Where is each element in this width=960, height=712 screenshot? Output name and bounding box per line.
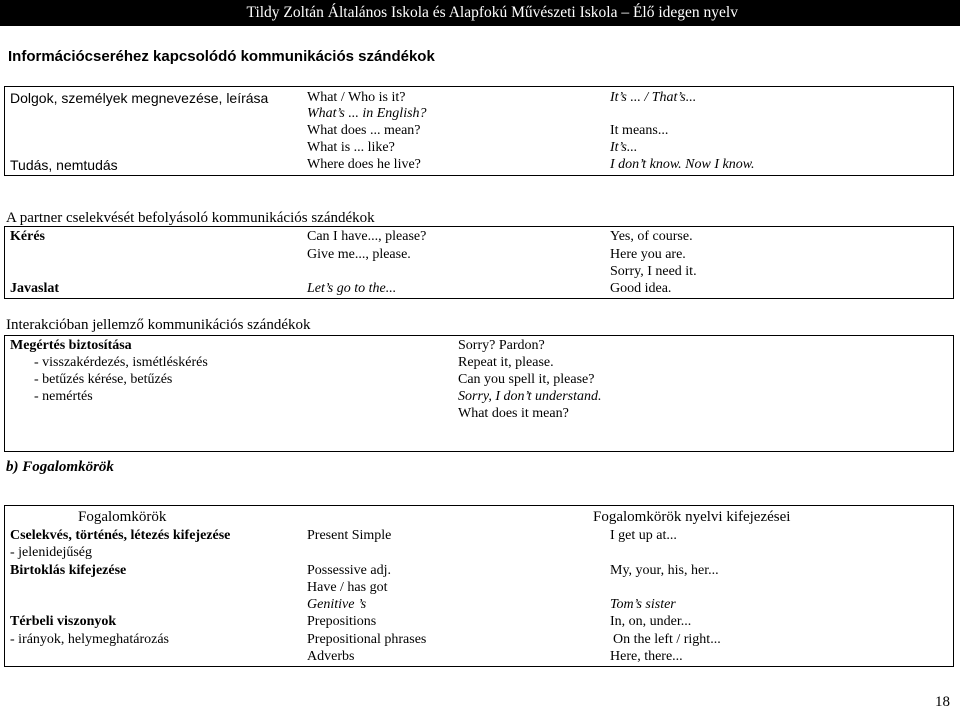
s3-right-border — [953, 335, 954, 452]
s2-left-border — [4, 226, 5, 299]
s4-row2-right-1: Tom’s sister — [610, 597, 676, 612]
s4-row2-label-0: Birtoklás kifejezése — [10, 563, 127, 578]
s4-row3-label-0: Térbeli viszonyok — [10, 614, 117, 629]
page-number: 18 — [935, 694, 950, 710]
s1-row2-right-0: I don’t know. Now I know. — [610, 157, 755, 172]
s3-bottom-border — [4, 451, 954, 452]
s1-right-border — [953, 86, 954, 176]
s1-row1-right-2: It’s... — [610, 140, 638, 155]
s3-item-1: - betűzés kérése, betűzés — [34, 372, 173, 387]
s2-top-border — [4, 226, 954, 227]
s4-row3-mid-1: Prepositional phrases — [307, 632, 427, 647]
s2-row1-right-0: Yes, of course. — [610, 229, 693, 244]
s4-row3-right-2: Here, there... — [610, 649, 683, 664]
section3-title: Interakcióban jellemző kommunikációs szándékok — [6, 317, 311, 333]
s1-row1-mid-0: What / Who is it? — [307, 90, 406, 105]
s4-row1-right-0: I get up at... — [610, 528, 677, 543]
s1-row1-right-1: It means... — [610, 123, 669, 138]
s3-left-border — [4, 335, 5, 452]
s3-item-0: - visszakérdezés, ismétléskérés — [34, 355, 208, 370]
s3-item-2: - nemértés — [34, 389, 93, 404]
s2-row2-label: Javaslat — [10, 281, 59, 296]
s2-right-border — [953, 226, 954, 299]
section2-title: A partner cselekvését befolyásoló kommunikációs szándékok — [6, 210, 375, 226]
s4-row1-label-0: Cselekvés, történés, létezés kifejezése — [10, 528, 231, 543]
s4-row3-mid-0: Prepositions — [307, 614, 377, 629]
s1-row1-label: Dolgok, személyek megnevezése, leírása — [10, 90, 269, 106]
header-title: Tildy Zoltán Általános Iskola és Alapfokú Művészeti Iskola – Élő idegen nyelv — [246, 4, 738, 21]
s2-row1-right-1: Here you are. — [610, 247, 686, 262]
s1-bottom-border — [4, 175, 954, 176]
s1-top-border — [4, 86, 954, 87]
s2-bottom-border — [4, 298, 954, 299]
s2-row2-right-0: Good idea. — [610, 281, 672, 296]
s4-bottom-border — [4, 666, 954, 667]
s4-row2-mid-0: Possessive adj. — [307, 563, 391, 578]
s1-row1-right-0: It’s ... / That’s... — [610, 90, 697, 105]
s4-row3-mid-2: Adverbs — [307, 649, 355, 664]
s4-right-border — [953, 505, 954, 667]
header-bar — [0, 0, 960, 26]
s3-right-0: Sorry? Pardon? — [458, 338, 545, 353]
s1-left-border — [4, 86, 5, 176]
s3-right-4: What does it mean? — [458, 406, 569, 421]
s4-row2-mid-2: Genitive ’s — [307, 597, 367, 612]
s3-right-1: Repeat it, please. — [458, 355, 554, 370]
s4-row1-mid-0: Present Simple — [307, 528, 392, 543]
s2-row1-label: Kérés — [10, 229, 45, 244]
s3-right-3: Sorry, I don’t understand. — [458, 389, 602, 404]
s2-row1-mid-0: Can I have..., please? — [307, 229, 427, 244]
s4-left-border — [4, 505, 5, 667]
s4-row2-right-0: My, your, his, her... — [610, 563, 719, 578]
s3-right-2: Can you spell it, please? — [458, 372, 595, 387]
s4-row3-right-0: In, on, under... — [610, 614, 692, 629]
section4-heading: b) Fogalomkörök — [6, 459, 114, 475]
s4-row3-right-1: On the left / right... — [613, 632, 721, 647]
s4-col3-header: Fogalomkörök nyelvi kifejezései — [593, 509, 791, 525]
s4-top-border — [4, 505, 954, 506]
s2-row1-right-2: Sorry, I need it. — [610, 264, 697, 279]
s3-top-border — [4, 335, 954, 336]
section1-title: Információcseréhez kapcsolódó kommunikációs szándékok — [8, 48, 435, 65]
s1-row1-mid-3: What is ... like? — [307, 140, 395, 155]
s2-row1-mid-1: Give me..., please. — [307, 247, 411, 262]
s4-row3-label-1: - irányok, helymeghatározás — [10, 632, 169, 647]
s4-row2-mid-1: Have / has got — [307, 580, 388, 595]
s4-col1-header: Fogalomkörök — [78, 509, 167, 525]
s1-row2-mid-0: Where does he live? — [307, 157, 421, 172]
s1-row1-mid-2: What does ... mean? — [307, 123, 421, 138]
s4-row1-label-1: - jelenidejűség — [10, 545, 93, 560]
s1-row2-label: Tudás, nemtudás — [10, 157, 118, 173]
s3-label: Megértés biztosítása — [10, 338, 132, 353]
s2-row2-mid-0: Let’s go to the... — [307, 281, 397, 296]
s1-row1-mid-1: What’s ... in English? — [307, 106, 427, 121]
